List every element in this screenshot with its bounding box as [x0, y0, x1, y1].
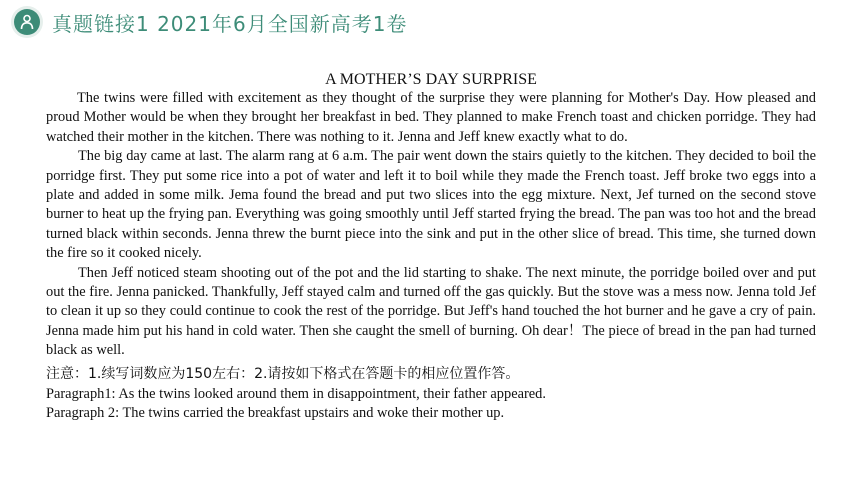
slide-title: 真题链接1 2021年6月全国新高考1卷	[52, 12, 408, 36]
document-body	[46, 70, 816, 424]
paragraph-prompt: Paragraph1: As the twins looked around them in disappointment, their father appeared.	[46, 385, 546, 402]
story-paragraph: The twins were filled with excitement as they thought of the surprise they were planning for Mother's Day. How pleased and proud Mother would be when they brought her breakfast in bed. They planned to make French toast and chicken porridge. They had watched their mother in the kitchen. There was nothing to it. Jenna and Jeff knew exactly what to do.	[46, 90, 816, 145]
story-title: A MOTHER’S DAY SURPRISE	[325, 71, 537, 88]
instruction-note: 注意：1.续写词数应为150左右：2.请按如下格式在答题卡的相应位置作答。	[46, 365, 520, 382]
slide-header	[0, 0, 860, 44]
person-icon	[20, 14, 34, 30]
paragraph-prompt: Paragraph 2: The twins carried the breakfast upstairs and woke their mother up.	[46, 405, 505, 422]
story-paragraph: The big day came at last. The alarm rang at 6 a.m. The pair went down the stairs quietly to the kitchen. They decided to boil the porridge first. They put some rice into a pot of water and left it to boil while they made the French toast. Jeff broke two eggs into a plate and added in some milk. Jema found the bread and put two slices into the egg mixture. Next, Jef turned on the second stove burner to heat up the frying pan. Everything was going smoothly until Jeff started frying the bread. The pan was too hot and the bread turned black within seconds. Jenna threw the burnt piece into the sink and put in the other slice of bread. This time, she turned down the fire so it cooked nicely.	[46, 148, 816, 262]
story-paragraph: Then Jeff noticed steam shooting out of the pot and the lid starting to shake. The next minute, the porridge boiled over and put out the fire. Jenna panicked. Thankfully, Jeff stayed calm and turned off the gas quickly. But the stove was a mess now. Jenna told Jef to clean it up so they could continue to cook the rest of the porridge. But Jeff's hand touched the hot burner and he gave a cry of pain. Jenna made him put his hand in cold water. Then she caught the smell of burning. Oh dear！The piece of bread in the pan had turned black as well.	[46, 264, 816, 359]
person-badge	[14, 9, 40, 35]
